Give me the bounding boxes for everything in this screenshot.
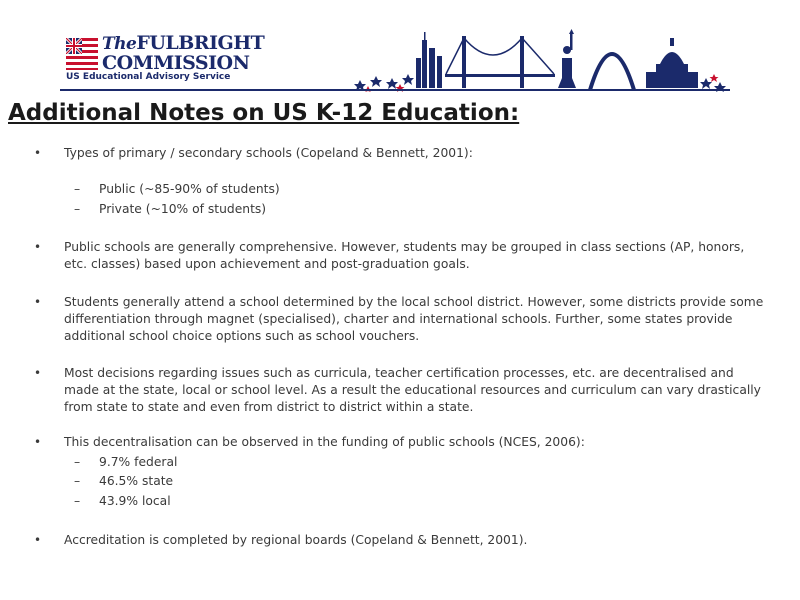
us-landmarks-skyline-icon [350,28,730,92]
bullet-text: Types of primary / secondary schools (Copeland & Bennett, 2001): [64,146,473,160]
sub-dash: – [74,202,81,216]
sub-dash: – [74,474,81,488]
logo-wordmark [102,32,265,74]
bullet-text: This decentralisation can be observed in the funding of public schools (NCES, 2006): [64,435,585,449]
logo-the: The [102,34,137,54]
sub-text: 43.9% local [99,494,171,508]
bullet-dot: • [34,146,42,160]
bullet-dot: • [34,435,42,449]
bullet-text: Public schools are generally comprehensive. However, students may be grouped in class sections (AP, honors, etc. classes) based upon achievement and post-graduation goals. [64,240,745,271]
bullet-dot: • [34,533,42,547]
sub-text: Public (~85-90% of students) [99,182,280,196]
bullet-text: Most decisions regarding issues such as curricula, teacher certification processes, etc. are decentralised and made at the state, local or school level. As a result the educational resources and curriculum can vary drastically from state to state and even from district to district within a state. [64,366,761,414]
bullet-dot: • [34,366,42,380]
banner-divider [60,89,730,91]
sub-dash: – [74,494,81,508]
flag-logo-icon [66,38,98,70]
sub-text: 46.5% state [99,474,174,488]
bullet-dot: • [34,240,42,254]
sub-text: 9.7% federal [99,455,178,469]
bullet-text: Students generally attend a school determined by the local school district. However, some districts provide some differentiation through magnet (specialised), charter and international schools. Further, some states provide additional school choice options such as school vouchers. [64,295,764,343]
bullet-text: Accreditation is completed by regional boards (Copeland & Bennett, 2001). [64,533,528,547]
logo-commission: COMMISSION [102,52,250,74]
logo-subtitle: US Educational Advisory Service [66,72,231,82]
sub-dash: – [74,455,81,469]
slide-title: Additional Notes on US K-12 Education: [8,100,520,126]
sub-dash: – [74,182,81,196]
sub-text: Private (~10% of students) [99,202,267,216]
logo-fulbright: FULBRIGHT [136,32,265,54]
bullet-dot: • [34,295,42,309]
header-banner [0,0,800,95]
